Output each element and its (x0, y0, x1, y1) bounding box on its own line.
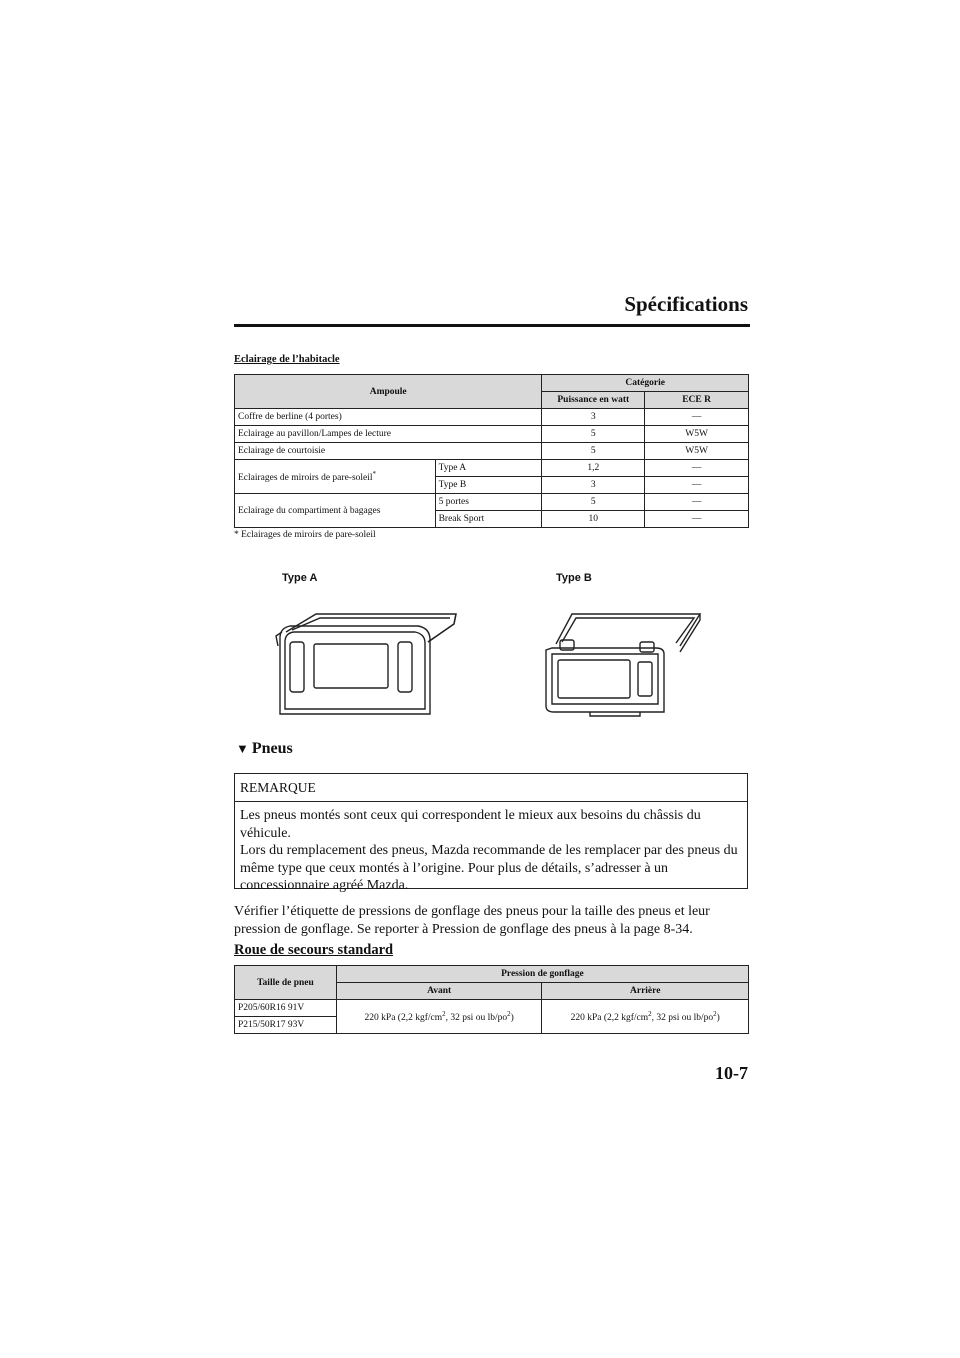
header-rule (234, 324, 750, 327)
front-pressure-part: , 32 psi ou lb/po (445, 1013, 508, 1024)
note-title: REMARQUE (235, 774, 747, 802)
col-header-avant: Avant (336, 983, 542, 1000)
bulb-name (235, 460, 436, 494)
bulb-type: Break Sport (435, 511, 542, 528)
figure-label-type-a: Type A (282, 572, 318, 584)
bulb-watt: 1,2 (542, 460, 645, 477)
front-pressure-part: 220 kPa (2,2 kgf/cm (364, 1013, 443, 1024)
front-pressure (336, 1000, 542, 1034)
col-header-pression: Pression de gonflage (336, 966, 748, 983)
body-paragraph: Vérifier l’étiquette de pressions de gonflage des pneus pour la taille des pneus et leur pression de gonflage. Se reporter à Pression de gonflage des pneus à la page 8-34. (234, 904, 710, 937)
front-pressure-exp: 2 (507, 1010, 511, 1019)
bulb-watt: 5 (542, 426, 645, 443)
tire-pressure-table (234, 965, 749, 1034)
rear-pressure-exp: 2 (648, 1010, 652, 1019)
front-pressure-part: ) (510, 1013, 514, 1024)
bulb-watt: 5 (542, 494, 645, 511)
col-header-taille: Taille de pneu (235, 966, 337, 1000)
rear-pressure-part: , 32 psi ou lb/po (651, 1013, 714, 1024)
table-row (235, 426, 749, 443)
tire-size: P215/50R17 93V (235, 1017, 337, 1034)
bulb-type: Type B (435, 477, 542, 494)
note-box (234, 773, 748, 893)
table-row (235, 1000, 749, 1017)
bulb-ece: — (645, 511, 749, 528)
note-line: Lors du remplacement des pneus, Mazda recommande de les remplacer par des pneus du même type que ceux montés à l’origine. Pour plus de détails, s’adresser à un concessionnaire agréé Mazda. (240, 843, 738, 893)
bulb-type: 5 portes (435, 494, 542, 511)
bulb-name: Eclairage au pavillon/Lampes de lecture (235, 426, 542, 443)
rear-pressure-part: ) (716, 1013, 720, 1024)
tire-size: P205/60R16 91V (235, 1000, 337, 1017)
footnote: * Eclairages de miroirs de pare-soleil (234, 530, 376, 540)
note-line: Les pneus montés sont ceux qui correspondent le mieux aux besoins du châssis du véhicule. (240, 808, 701, 841)
bulb-table (234, 374, 749, 528)
figure-label-type-b: Type B (556, 572, 592, 584)
bulb-watt: 3 (542, 409, 645, 426)
tires-heading (236, 740, 293, 758)
sun-visor-type-a-illustration (268, 612, 468, 722)
page-number: 10-7 (715, 1063, 748, 1083)
page-title: Spécifications (624, 292, 748, 316)
bulb-type: Type A (435, 460, 542, 477)
col-header-ampoule: Ampoule (235, 375, 542, 409)
bulb-ece: W5W (645, 426, 749, 443)
rear-pressure-exp: 2 (713, 1010, 717, 1019)
bulb-watt: 10 (542, 511, 645, 528)
table-row (235, 443, 749, 460)
col-header-ece: ECE R (645, 392, 749, 409)
note-body (235, 802, 747, 895)
bulb-ece: W5W (645, 443, 749, 460)
bulb-watt: 3 (542, 477, 645, 494)
bulb-ece: — (645, 494, 749, 511)
bulb-watt: 5 (542, 443, 645, 460)
table-row (235, 409, 749, 426)
footnote-mark: * (372, 470, 377, 479)
table-row (235, 460, 749, 477)
front-pressure-exp: 2 (442, 1010, 446, 1019)
table-row (235, 494, 749, 511)
col-header-arriere: Arrière (542, 983, 749, 1000)
bulb-name: Eclairage de courtoisie (235, 443, 542, 460)
triangle-down-icon: ▼ (236, 741, 249, 756)
bulb-ece: — (645, 409, 749, 426)
spare-wheel-heading: Roue de secours standard (234, 942, 394, 958)
sun-visor-type-b-illustration (540, 612, 740, 722)
bulb-name: Coffre de berline (4 portes) (235, 409, 542, 426)
mirror-name: Eclairages de miroirs de pare-soleil (238, 473, 373, 484)
rear-pressure-part: 220 kPa (2,2 kgf/cm (570, 1013, 649, 1024)
bulb-ece: — (645, 477, 749, 494)
section-subtitle: Eclairage de l’habitacle (234, 354, 340, 365)
bulb-name: Eclairage du compartiment à bagages (235, 494, 436, 528)
tires-heading-text: Pneus (251, 740, 293, 757)
bulb-ece: — (645, 460, 749, 477)
rear-pressure (542, 1000, 749, 1034)
col-header-categorie: Catégorie (542, 375, 749, 392)
col-header-puissance: Puissance en watt (542, 392, 645, 409)
